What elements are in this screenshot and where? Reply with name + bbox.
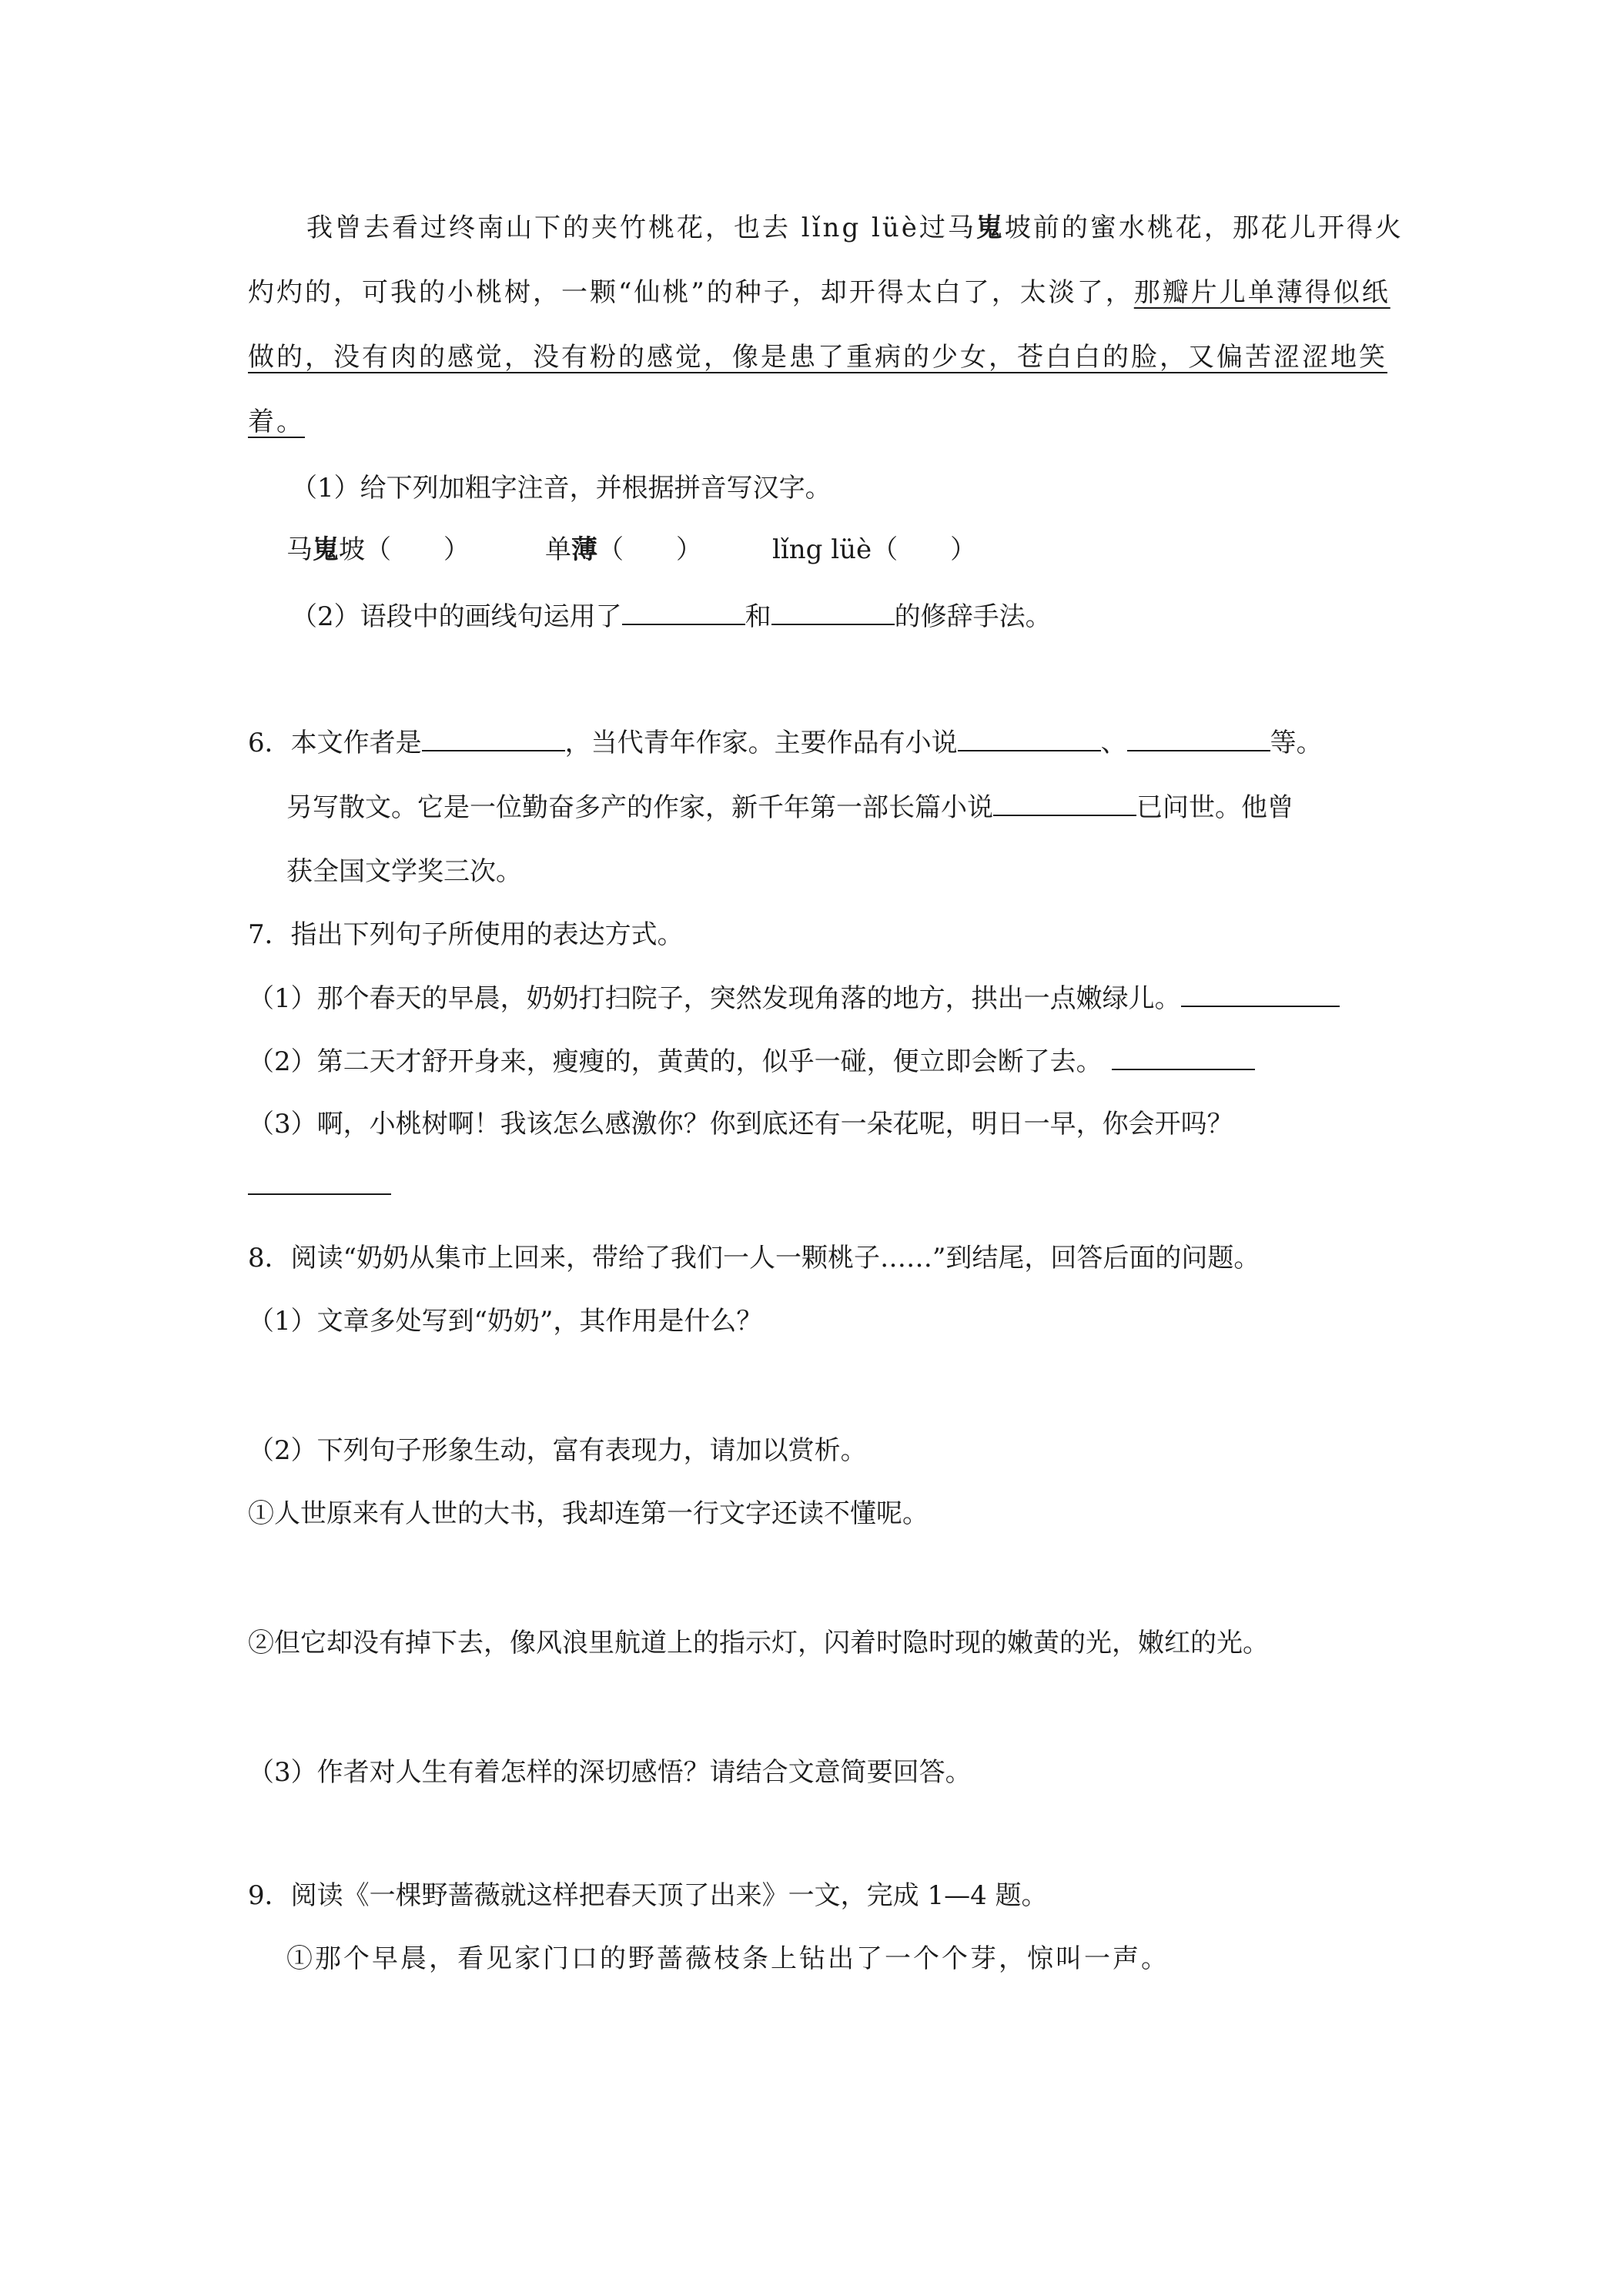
answer-paren[interactable]: 坡（ ）: [339, 534, 470, 565]
q7-sub1: [248, 979, 1340, 1017]
answer-blank[interactable]: [622, 597, 745, 625]
item-text: 单: [545, 534, 571, 565]
q5-item-3[interactable]: lǐng lüè（ ）: [772, 534, 977, 565]
item-text: 马: [286, 534, 313, 565]
underlined-sentence: 着。: [248, 407, 305, 437]
q7-title: 7．指出下列句子所使用的表达方式。: [248, 919, 684, 950]
answer-blank[interactable]: [958, 724, 1101, 751]
answer-blank[interactable]: [1181, 979, 1340, 1007]
q5-sub1: （1）给下列加粗字注音，并根据拼音写汉字。: [291, 473, 832, 504]
answer-blank[interactable]: [248, 1167, 391, 1195]
answer-blank[interactable]: [422, 724, 565, 751]
passage-line-1: [306, 209, 1404, 246]
q8-sub2: （2）下列句子形象生动，富有表现力，请加以赏析。: [248, 1435, 867, 1466]
q-text: 6．本文作者是: [248, 728, 422, 758]
bold-char: 嵬: [975, 213, 1005, 243]
q8-sub3: （3）作者对人生有着怎样的深切感悟？请结合文意简要回答。: [248, 1757, 972, 1788]
q-text: 等。: [1270, 728, 1323, 758]
q-text: 和: [745, 601, 771, 632]
q-text: （1）那个春天的早晨，奶奶打扫院子，突然发现角落的地方，拱出一点嫩绿儿。: [248, 983, 1181, 1014]
bold-char: 薄: [571, 534, 597, 565]
q-text: 已问世。他曾: [1136, 792, 1293, 823]
underlined-sentence: 做的，没有肉的感觉，没有粉的感觉，像是患了重病的少女，苍白白的脸，又偏苦涩涩地笑: [248, 342, 1387, 373]
underlined-sentence: 那瓣片儿单薄得似纸: [1133, 277, 1390, 308]
answer-blank[interactable]: [1112, 1043, 1255, 1070]
passage-line-3: [248, 339, 1387, 376]
q-text: 的修辞手法。: [894, 601, 1052, 632]
q5-item-2: [545, 531, 702, 568]
q8-sub2-item1: ①人世原来有人世的大书，我却连第一行文字还读不懂呢。: [248, 1498, 929, 1529]
q9-title: 9．阅读《一棵野蔷薇就这样把春天顶了出来》一文，完成 1—4 题。: [248, 1880, 1048, 1911]
q-text: （2）第二天才舒开身来，瘦瘦的，黄黄的，似乎一碰，便立即会断了去。: [248, 1046, 1103, 1077]
bold-char: 嵬: [313, 534, 339, 565]
q6-line-3: 获全国文学奖三次。: [286, 856, 522, 887]
q5-item-1: [286, 531, 470, 568]
q8-sub2-item2: ②但它却没有掉下去，像风浪里航道上的指示灯，闪着时隐时现的嫩黄的光，嫩红的光。: [248, 1628, 1269, 1658]
q5-sub2: [291, 597, 1052, 635]
q-text: 另写散文。它是一位勤奋多产的作家，新千年第一部长篇小说: [286, 792, 993, 823]
q-text: （2）语段中的画线句运用了: [291, 601, 622, 632]
q7-sub3: （3）啊，小桃树啊！我该怎么感激你？你到底还有一朵花呢，明日一早，你会开吗？: [248, 1109, 1233, 1140]
q6-line-1: [248, 724, 1323, 761]
answer-paren[interactable]: （ ）: [597, 534, 702, 565]
passage-text: 灼灼的，可我的小桃树，一颗“仙桃”的种子，却开得太白了，太淡了，: [248, 277, 1134, 308]
q8-title: 8．阅读“奶奶从集市上回来，带给了我们一人一颗桃子……”到结尾，回答后面的问题。: [248, 1243, 1260, 1274]
passage-text: 坡前的蜜水桃花，那花儿开得火: [1004, 213, 1404, 243]
q6-line-2: [286, 788, 1293, 826]
answer-blank[interactable]: [771, 597, 895, 625]
q9-paragraph-1: ①那个早晨，看见家门口的野蔷薇枝条上钻出了一个个芽，惊叫一声。: [286, 1943, 1170, 1974]
q7-sub3-answer: [248, 1167, 391, 1205]
q-text: ，当代青年作家。主要作品有小说: [564, 728, 958, 758]
passage-line-2: [248, 274, 1390, 311]
q8-sub1: （1）文章多处写到“奶奶”，其作用是什么？: [248, 1306, 763, 1337]
q-text: 、: [1100, 728, 1127, 758]
passage-text: 我曾去看过终南山下的夹竹桃花，也去 lǐng lüè过马: [306, 213, 976, 243]
answer-blank[interactable]: [993, 788, 1136, 816]
answer-blank[interactable]: [1127, 724, 1270, 751]
passage-line-4: [248, 403, 305, 440]
q7-sub2: [248, 1043, 1255, 1080]
